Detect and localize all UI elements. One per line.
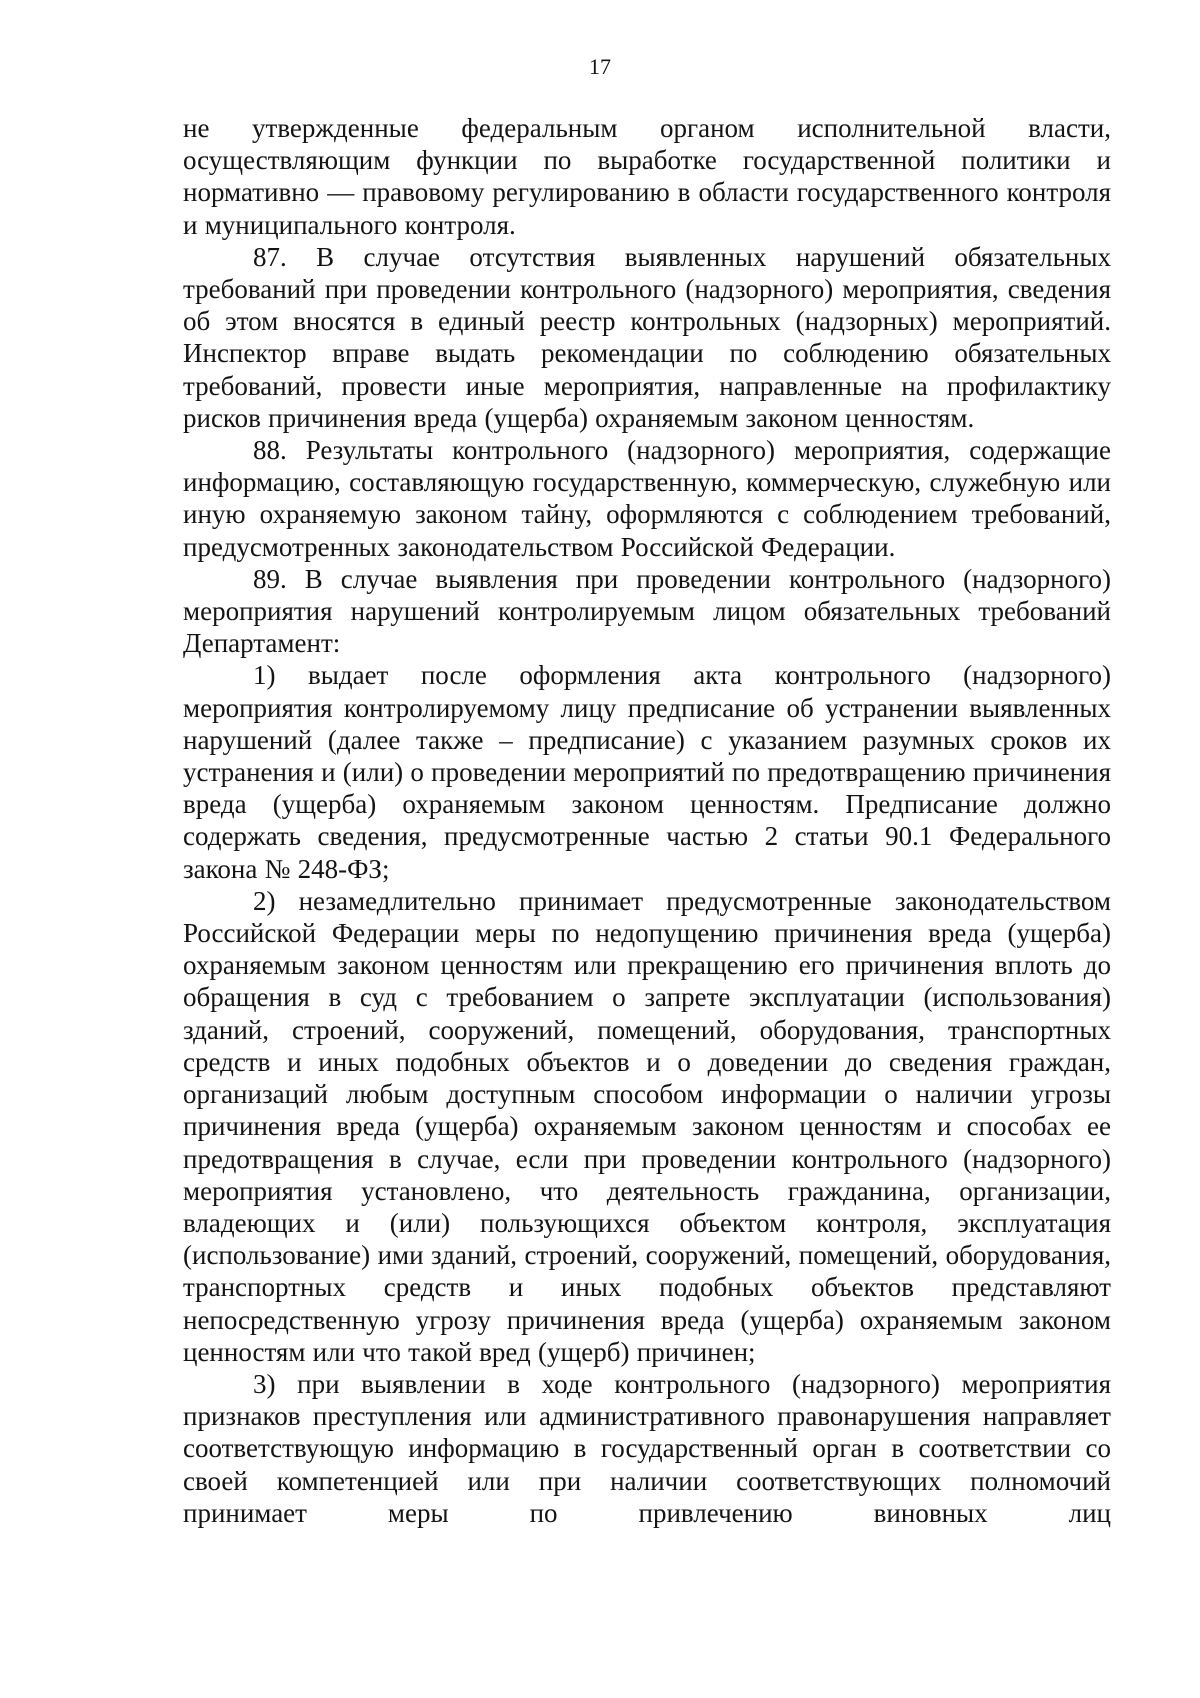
paragraph-89-item-1: 1) выдает после оформления акта контрольного (надзорного) мероприятия контролируемому лицу предписание об устранении выявленных нарушений (далее также – предписание) с указанием разумных сроков их устранения и (или) о проведении мероприятий по предотвращению причинения вреда (ущерба) охраняемым законом ценностям. Предписание должно содержать сведения, предусмотренные частью 2 статьи 90.1 Федерального закона № 248-ФЗ;	[183, 660, 1111, 884]
paragraph-continuation: не утвержденные федеральным органом исполнительной власти, осуществляющим функции по выработке государственной политики и нормативно — правовому регулированию в области государственного контроля и муниципального контроля.	[183, 113, 1111, 240]
paragraph-89: 89. В случае выявления при проведении контрольного (надзорного) мероприятия нарушений контролируемым лицом обязательных требований Департамент:	[183, 563, 1111, 659]
paragraph-88: 88. Результаты контрольного (надзорного) мероприятия, содержащие информацию, составляющую государственную, коммерческую, служебную или иную охраняемую законом тайну, оформляются с соблюдением требований, предусмотренных законодательством Российской Федерации.	[183, 435, 1111, 562]
paragraph-89-item-3: 3) при выявлении в ходе контрольного (надзорного) мероприятия признаков преступления или административного правонарушения направляет соответствующую информацию в государственный орган в соответствии со своей компетенцией или при наличии соответствующих полномочий принимает меры по привлечению виновных лиц	[183, 1368, 1111, 1528]
page-number: 17	[589, 54, 611, 79]
paragraph-89-item-2: 2) незамедлительно принимает предусмотренные законодательством Российской Федерации меры по недопущению причинения вреда (ущерба) охраняемым законом ценностям или прекращению его причинения вплоть до обращения в суд с требованием о запрете эксплуатации (использования) зданий, строений, сооружений, помещений, оборудования, транспортных средств и иных подобных объектов и о доведении до сведения граждан, организаций любым доступным способом информации о наличии угрозы причинения вреда (ущерба) охраняемым законом ценностям и способах ее предотвращения в случае, если при проведении контрольного (надзорного) мероприятия установлено, что деятельность гражданина, организации, владеющих и (или) пользующихся объектом контроля, эксплуатация (использование) ими зданий, строений, сооружений, помещений, оборудования, транспортных средств и иных подобных объектов представляют непосредственную угрозу причинения вреда (ущерба) охраняемым законом ценностям или что такой вред (ущерб) причинен;	[183, 885, 1111, 1367]
document-body	[183, 112, 1111, 1529]
paragraph-87: 87. В случае отсутствия выявленных нарушений обязательных требований при проведении контрольного (надзорного) мероприятия, сведения об этом вносятся в единый реестр контрольных (надзорных) мероприятий. Инспектор вправе выдать рекомендации по соблюдению обязательных требований, провести иные мероприятия, направленные на профилактику рисков причинения вреда (ущерба) охраняемым законом ценностям.	[183, 241, 1111, 433]
